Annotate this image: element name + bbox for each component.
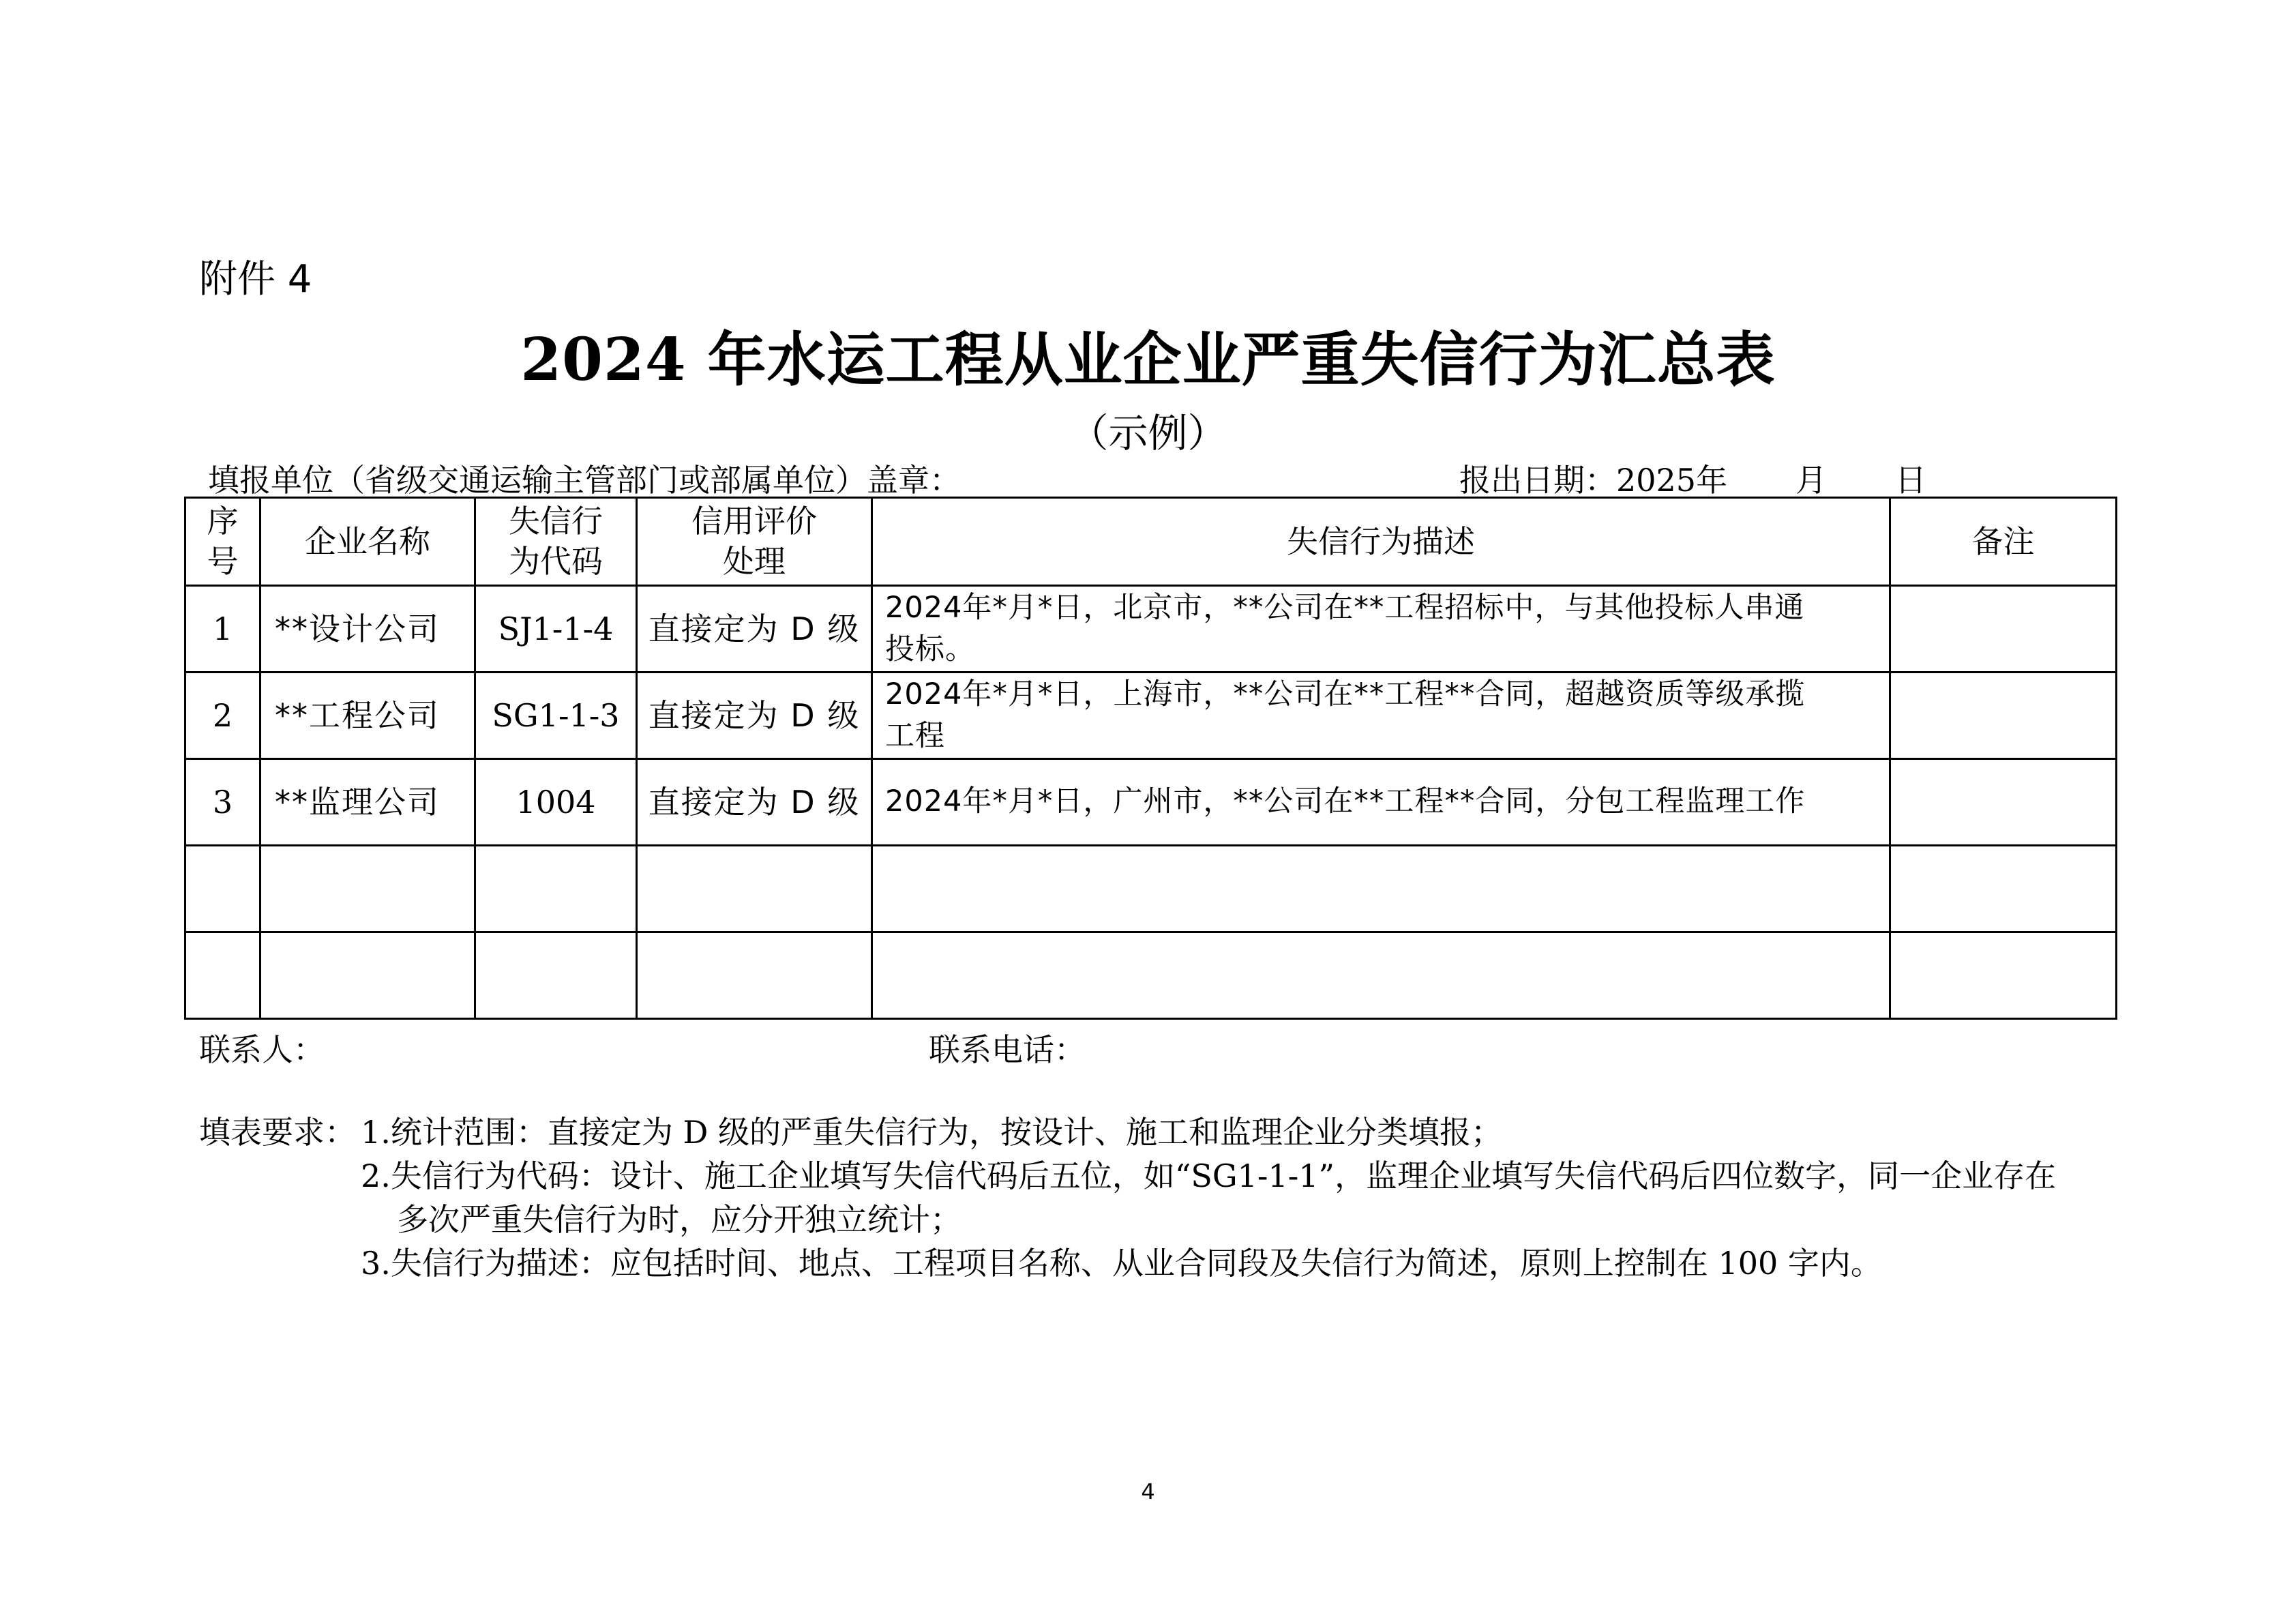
header-remarks: 备注 [1890, 498, 2117, 586]
cell-empty [475, 932, 637, 1019]
document-title: 2024 年水运工程从业企业严重失信行为汇总表 [520, 325, 1776, 394]
cell-empty [475, 846, 637, 932]
cell-handling: 直接定为 D 级 [637, 586, 872, 673]
table-row [185, 759, 2117, 846]
cell-remarks [1890, 586, 2117, 673]
cell-empty [185, 846, 260, 932]
table-row [185, 586, 2117, 673]
contact-person-label: 联系人： [199, 1031, 325, 1068]
report-date-month: 月 [1795, 462, 1828, 499]
header-description: 失信行为描述 [872, 498, 1890, 586]
cell-empty [872, 846, 1890, 932]
cell-empty [637, 932, 872, 1019]
cell-empty [1890, 846, 2117, 932]
cell-seq: 2 [185, 673, 260, 759]
reporting-unit-label: 填报单位（省级交通运输主管部门或部属单位）盖章： [208, 462, 961, 499]
cell-seq: 1 [185, 586, 260, 673]
header-company: 企业名称 [260, 498, 475, 586]
cell-handling: 直接定为 D 级 [637, 673, 872, 759]
notes-item-2-continued: 多次严重失信行为时，应分开独立统计； [397, 1201, 961, 1238]
cell-seq: 3 [185, 759, 260, 846]
cell-empty [872, 932, 1890, 1019]
notes-item-1: 1.统计范围：直接定为 D 级的严重失信行为，按设计、施工和监理企业分类填报； [361, 1114, 1503, 1151]
header-code: 失信行 为代码 [475, 498, 637, 586]
cell-empty [185, 932, 260, 1019]
table-row-empty [185, 932, 2117, 1019]
cell-company: **工程公司 [260, 673, 475, 759]
cell-description: 2024年*月*日，广州市，**公司在**工程**合同，分包工程监理工作 [872, 759, 1890, 846]
page-number: 4 [1141, 1479, 1155, 1505]
header-seq: 序 号 [185, 498, 260, 586]
violations-table [184, 497, 2117, 1020]
table-header-row [185, 498, 2117, 586]
cell-handling: 直接定为 D 级 [637, 759, 872, 846]
contact-phone-label: 联系电话： [929, 1031, 1086, 1068]
cell-remarks [1890, 759, 2117, 846]
cell-remarks [1890, 673, 2117, 759]
table-row-empty [185, 846, 2117, 932]
header-handling: 信用评价 处理 [637, 498, 872, 586]
cell-empty [260, 932, 475, 1019]
cell-empty [1890, 932, 2117, 1019]
notes-item-2: 2.失信行为代码：设计、施工企业填写失信代码后五位，如“SG1-1-1”，监理企业填写失信代码后四位数字，同一企业存在 [361, 1157, 2057, 1194]
cell-company: **监理公司 [260, 759, 475, 846]
cell-description: 2024年*月*日，北京市，**公司在**工程招标中，与其他投标人串通 投标。 [872, 586, 1890, 673]
report-date [1459, 456, 1926, 501]
filling-requirements [199, 1110, 2056, 1285]
notes-label: 填表要求： [199, 1114, 356, 1151]
cell-code: SG1-1-3 [475, 673, 637, 759]
attachment-label: 附件 4 [199, 257, 312, 301]
notes-item-3: 3.失信行为描述：应包括时间、地点、工程项目名称、从业合同段及失信行为简述，原则上控制在 100 字内。 [361, 1245, 1882, 1282]
report-date-prefix: 报出日期：2025年 [1459, 462, 1728, 499]
cell-empty [637, 846, 872, 932]
cell-code: 1004 [475, 759, 637, 846]
cell-company: **设计公司 [260, 586, 475, 673]
document-subtitle: （示例） [1069, 410, 1227, 456]
cell-empty [260, 846, 475, 932]
report-date-day: 日 [1895, 462, 1927, 499]
table-row [185, 673, 2117, 759]
cell-code: SJ1-1-4 [475, 586, 637, 673]
cell-description: 2024年*月*日，上海市，**公司在**工程**合同，超越资质等级承揽 工程 [872, 673, 1890, 759]
